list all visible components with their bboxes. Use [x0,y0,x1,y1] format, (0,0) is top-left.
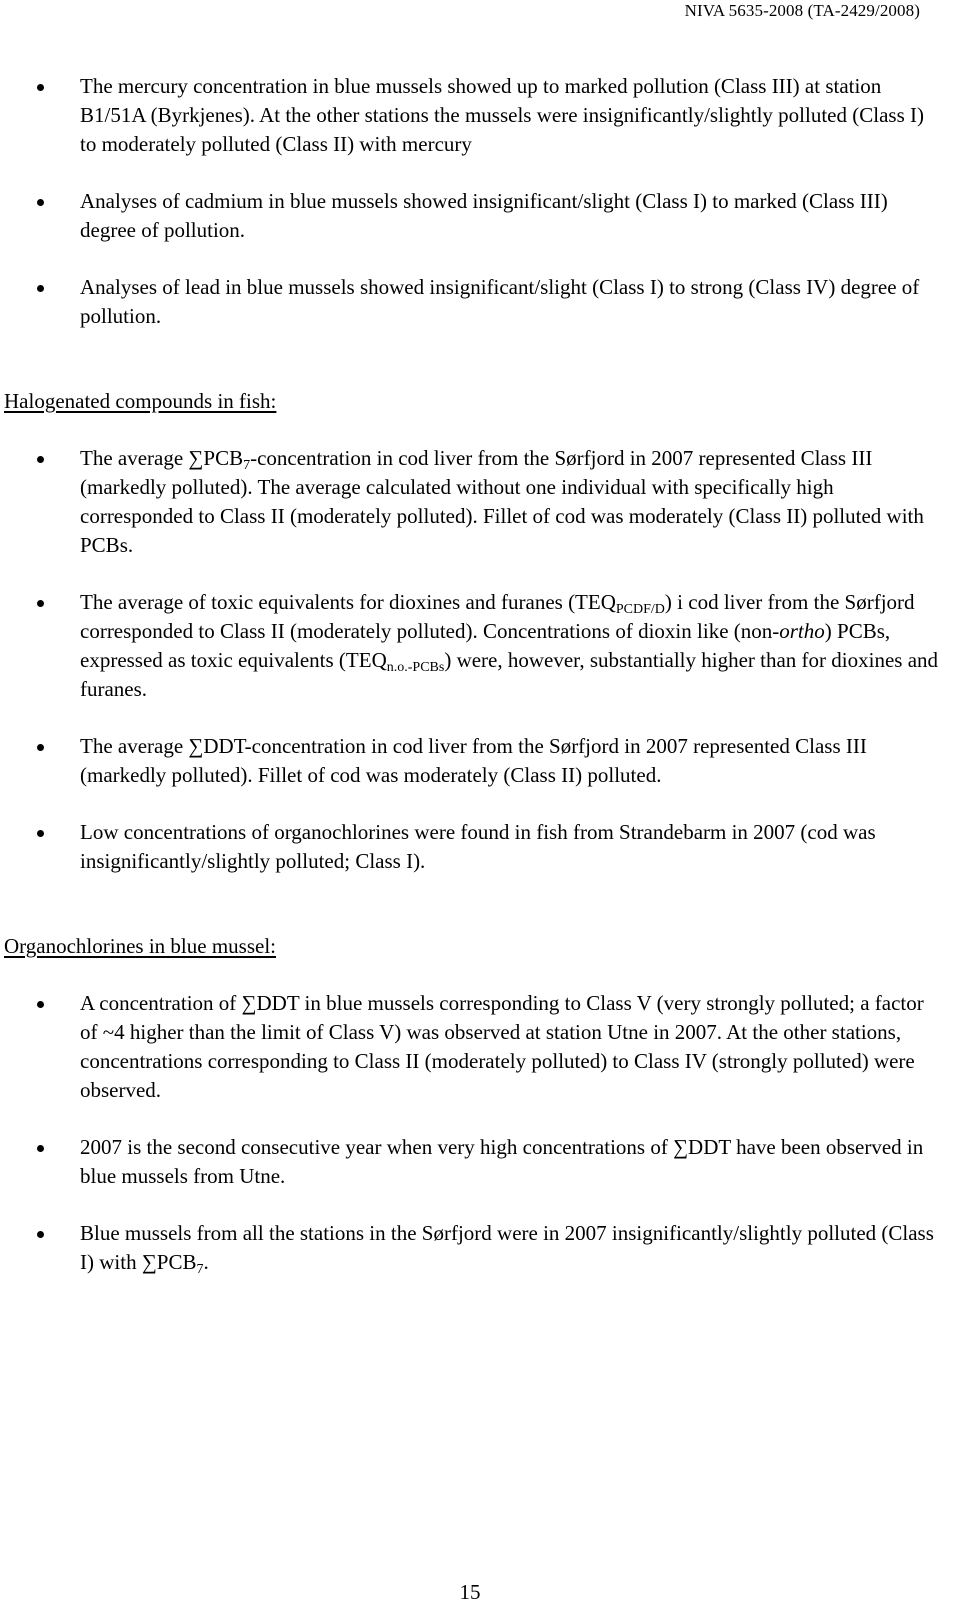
fish-bullet-list [0,444,960,876]
intro-bullet-list [0,72,960,331]
section-heading-mussel: Organochlorines in blue mussel: [4,934,276,958]
bullet-mercury [0,72,960,159]
document-body [0,72,960,1305]
bullet-dot-icon [37,830,44,837]
page-number: 15 [459,1580,481,1604]
mussel-bullet-list [0,989,960,1277]
subscript: n.o.-PCBs [386,660,445,675]
bullet-text-start: The average ∑PCB [80,446,244,470]
bullet-dot-icon [37,600,44,607]
subscript: PCDF/D [615,602,665,617]
bullet-dot-icon [37,1145,44,1152]
bullet-dot-icon [37,1231,44,1238]
bullet-text-end: . [203,1250,209,1274]
subscript: 7 [243,458,251,473]
subscript: 7 [196,1262,204,1277]
page-header: NIVA 5635-2008 (TA-2429/2008) [684,1,920,20]
bullet-text-part: The average of toxic equivalents for dioxines and furanes (TEQ [80,590,616,614]
bullet-dot-icon [37,285,44,292]
bullet-teq [0,588,960,704]
bullet-dot-icon [37,84,44,91]
bullet-pcb-cod [0,444,960,560]
bullet-dot-icon [37,1001,44,1008]
bullet-lead [0,273,960,331]
bullet-text: 2007 is the second consecutive year when very high concentrations of ∑DDT have been observed in blue mussels from Utne. [80,1135,924,1188]
bullet-text: Analyses of lead in blue mussels showed insignificant/slight (Class I) to strong (Class IV) degree of pollution. [80,275,920,328]
bullet-text: A concentration of ∑DDT in blue mussels corresponding to Class V (very strongly polluted; a factor of ~4 higher than the limit of Class V) was observed at station Utne in 2007. At the other stations, concentrations corresponding to Class II (moderately polluted) to Class IV (strongly polluted) were observed. [80,991,924,1102]
italic-term: ortho [779,619,825,643]
bullet-ddt-utne [0,989,960,1105]
bullet-strandebarm [0,818,960,876]
bullet-dot-icon [37,199,44,206]
bullet-text: The average ∑DDT-concentration in cod liver from the Sørfjord in 2007 represented Class III (markedly polluted). Fillet of cod was moderately (Class II) polluted. [80,734,867,787]
bullet-text-part: ) PCBs, expressed as toxic equivalents (TEQ [80,619,891,672]
bullet-ddt-cod [0,732,960,790]
bullet-text: Low concentrations of organochlorines were found in fish from Strandebarm in 2007 (cod was insignificantly/slightly polluted; Class I). [80,820,876,873]
bullet-pcb-mussels [0,1219,960,1277]
bullet-text-part: ) i cod liver from the Sørfjord corresponded to Class II (moderately polluted). Concentrations of dioxin like (non- [80,590,915,643]
bullet-text-end: -concentration in cod liver from the Sørfjord in 2007 represented Class III (markedly polluted). The average calculated without one individual with specifically high corresponded to Class II (moderately polluted). Fillet of cod was moderately (Class II) polluted with PCBs. [80,446,924,557]
bullet-text-part: ) were, however, substantially higher than for dioxines and furanes. [80,648,939,701]
bullet-dot-icon [37,744,44,751]
bullet-text: Analyses of cadmium in blue mussels showed insignificant/slight (Class I) to marked (Class III) degree of pollution. [80,189,888,242]
bullet-cadmium [0,187,960,245]
bullet-text: The mercury concentration in blue mussels showed up to marked pollution (Class III) at station B1/51A (Byrkjenes). At the other stations the mussels were insignificantly/slightly polluted (Class I) to moderately polluted (Class II) with mercury [80,74,924,156]
bullet-text-start: Blue mussels from all the stations in the Sørfjord were in 2007 insignificantly/slightly polluted (Class I) with ∑PCB [80,1221,934,1274]
section-heading-fish: Halogenated compounds in fish: [4,389,277,413]
bullet-dot-icon [37,456,44,463]
bullet-consecutive-year [0,1133,960,1191]
